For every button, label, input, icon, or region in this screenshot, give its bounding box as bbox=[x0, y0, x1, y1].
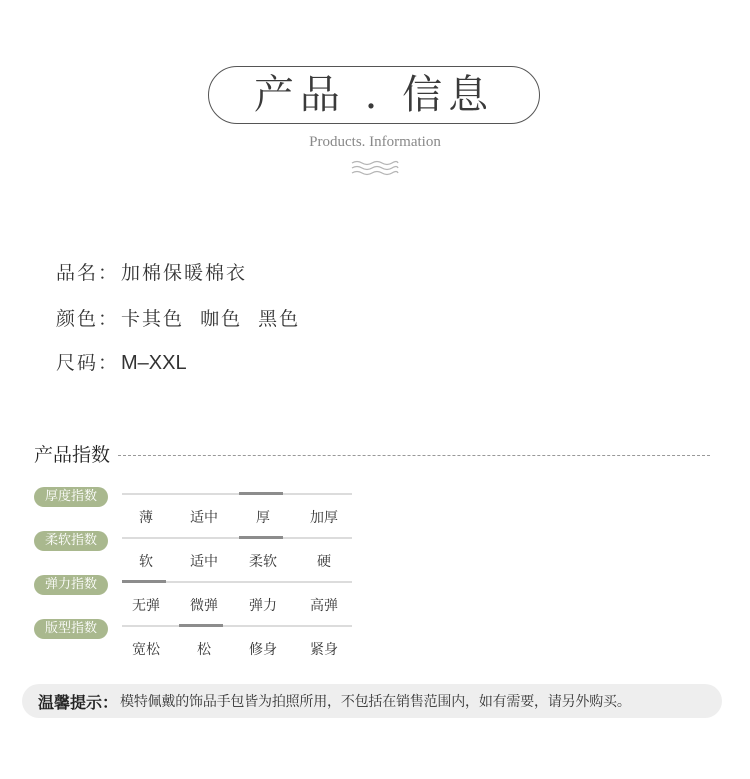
index-badge: 柔软指数 bbox=[34, 531, 108, 551]
index-row bbox=[34, 619, 364, 669]
index-track bbox=[122, 581, 352, 583]
index-badge: 弹力指数 bbox=[34, 575, 108, 595]
index-marker bbox=[239, 536, 283, 539]
page-title: 产品 . 信息 bbox=[253, 72, 495, 118]
index-section-header bbox=[34, 440, 710, 467]
index-row bbox=[34, 531, 364, 581]
index-option: 适中 bbox=[190, 554, 218, 570]
index-track bbox=[122, 625, 352, 627]
index-badge: 版型指数 bbox=[34, 619, 108, 639]
index-marker bbox=[122, 580, 166, 583]
product-name-label: 品名： bbox=[56, 262, 120, 284]
index-option: 硬 bbox=[317, 554, 331, 570]
index-option: 柔软 bbox=[249, 554, 277, 570]
notice-label: 温馨提示： bbox=[38, 692, 119, 712]
index-option: 松 bbox=[197, 642, 211, 658]
index-option: 加厚 bbox=[310, 510, 338, 526]
index-option: 宽松 bbox=[132, 642, 160, 658]
index-option: 无弹 bbox=[132, 598, 160, 614]
product-size-label: 尺码： bbox=[56, 352, 120, 374]
page-subtitle: Products. Information bbox=[309, 134, 441, 150]
product-name-value: 加棉保暖棉衣 bbox=[121, 262, 248, 284]
product-color-line bbox=[56, 304, 300, 331]
wave-lines-icon bbox=[350, 158, 400, 178]
index-option: 软 bbox=[139, 554, 153, 570]
index-track bbox=[122, 537, 352, 539]
index-option: 厚 bbox=[256, 510, 270, 526]
index-option: 微弹 bbox=[190, 598, 218, 614]
dotted-divider bbox=[118, 455, 710, 456]
index-marker bbox=[179, 624, 223, 627]
index-row bbox=[34, 487, 364, 537]
index-track bbox=[122, 493, 352, 495]
index-option: 紧身 bbox=[310, 642, 338, 658]
index-badge: 厚度指数 bbox=[34, 487, 108, 507]
index-option: 适中 bbox=[190, 510, 218, 526]
notice-bar bbox=[22, 684, 722, 718]
index-option: 高弹 bbox=[310, 598, 338, 614]
product-size-value: M–XXL bbox=[121, 352, 187, 374]
index-option: 弹力 bbox=[249, 598, 277, 614]
index-option: 薄 bbox=[139, 510, 153, 526]
index-option: 修身 bbox=[249, 642, 277, 658]
notice-text: 模特佩戴的饰品手包皆为拍照所用，不包括在销售范围内，如有需要，请另外购买。 bbox=[120, 694, 631, 710]
product-name-line bbox=[56, 258, 247, 285]
product-size-line bbox=[56, 348, 187, 375]
title-pill bbox=[208, 66, 540, 124]
index-section-title: 产品指数 bbox=[34, 444, 111, 466]
product-color-value: 卡其色 咖色 黑色 bbox=[121, 308, 301, 330]
product-color-label: 颜色： bbox=[56, 308, 120, 330]
index-row bbox=[34, 575, 364, 625]
index-marker bbox=[239, 492, 283, 495]
